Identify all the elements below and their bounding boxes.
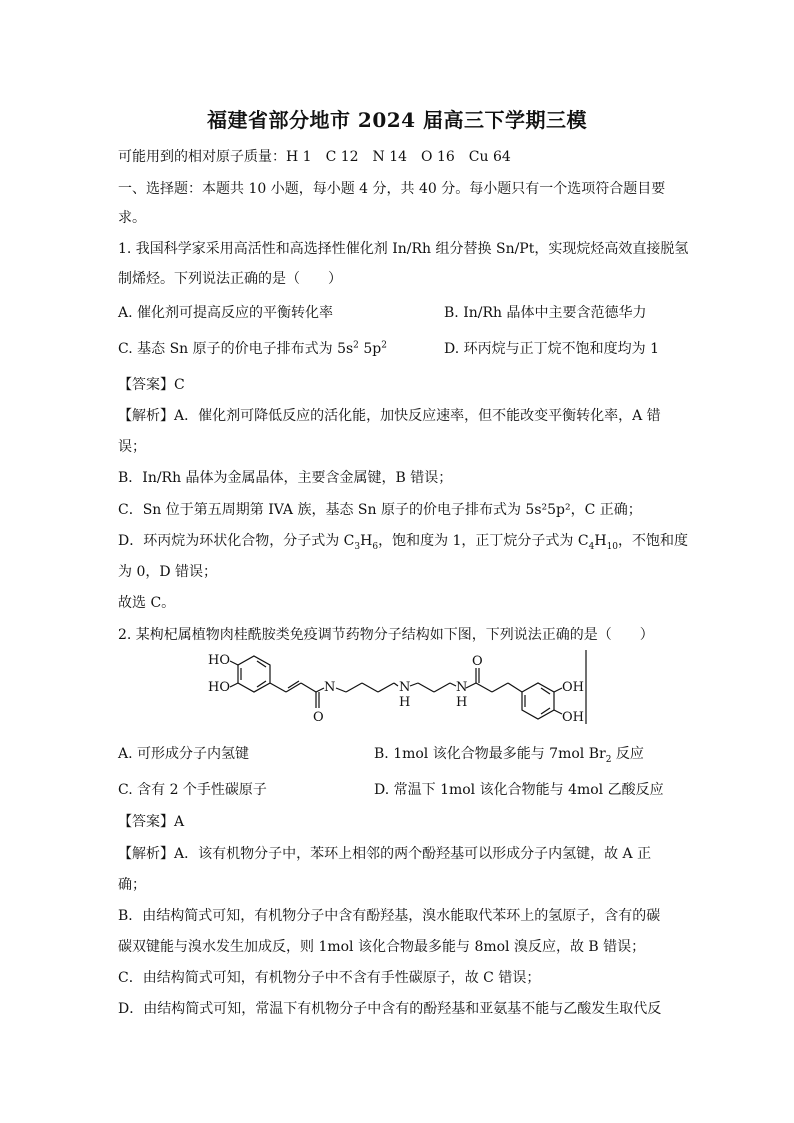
q2-option-d: D. 常温下 1mol 该化合物能与 4mol 乙酸反应 (374, 782, 664, 798)
q2-option-c: C. 含有 2 个手性碳原子 (118, 782, 267, 798)
q1-explanation-line1: 【解析】A．催化剂可降低反应的活化能，加快反应速率，但不能改变平衡转化率，A 错 (118, 408, 661, 424)
q1-explanation-line6: 为 0，D 错误； (118, 564, 218, 580)
q1-option-d: D. 环丙烷与正丁烷不饱和度均为 1 (444, 341, 659, 357)
q1-option-c: C. 基态 Sn 原子的价电子排布式为 $5s^2$ $5p^2$ (118, 340, 387, 357)
q1-explanation-line3: B．In/Rh 晶体为金属晶体，主要含金属键，B 错误； (118, 470, 453, 486)
q2-explanation-line2: 确； (118, 877, 146, 893)
page-title: 福建省部分地市 2024 届高三下学期三模 (206, 108, 588, 132)
q1-answer: 【答案】C (118, 377, 185, 393)
mol-label-n-1: N (324, 680, 336, 695)
section-heading-line1: 一、选择题：本题共 10 小题，每小题 4 分，共 40 分。每小题只有一个选项符合题目要 (118, 181, 666, 197)
q2-stem: 2. 某枸杞属植物肉桂酰胺类免疫调节药物分子结构如下图，下列说法正确的是（ ） (118, 627, 654, 643)
molecule-structure-diagram (200, 644, 592, 728)
q1-stem-line1: 1. 我国科学家采用高活性和高选择性催化剂 In/Rh 组分替换 Sn/Pt，实现烷烃高效直接脱氢 (118, 241, 689, 257)
q2-explanation-line5: C．由结构简式可知，有机物分子中不含有手性碳原子，故 C 错误； (118, 970, 541, 986)
q2-explanation-line1: 【解析】A．该有机物分子中，苯环上相邻的两个酚羟基可以形成分子内氢键，故 A 正 (118, 846, 652, 862)
q2-explanation-line3: B．由结构简式可知，有机物分子中含有酚羟基，溴水能取代苯环上的氢原子，含有的碳 (118, 908, 661, 924)
q1-explanation-line5: D．环丙烷为环状化合物，分子式为 $C_3H_6$，饱和度为 1，正丁烷分子式为 $C_4H_{10}$，不饱和度 (118, 533, 689, 552)
q2-explanation-line6: D．由结构简式可知，常温下有机物分子中含有的酚羟基和亚氨基不能与乙酸发生取代反 (118, 1001, 662, 1017)
mol-label-o-2: O (472, 654, 483, 669)
q1-option-a: A. 催化剂可提高反应的平衡转化率 (118, 305, 334, 321)
q2-explanation-line4: 碳双键能与溴水发生加成反，则 1mol 该化合物最多能与 8mol 溴反应，故 B 错误； (118, 939, 646, 955)
mol-label-ho-1: HO (208, 653, 230, 668)
mol-label-oh-1: OH (562, 680, 584, 695)
mol-label-o-1: O (313, 710, 324, 725)
mol-label-n-3: N (456, 680, 468, 695)
q2-option-b: B. 1mol 该化合物最多能与 7mol $Br_2$ 反应 (374, 746, 644, 765)
mol-label-oh-2: OH (562, 710, 584, 725)
q1-explanation-line4: C．Sn 位于第五周期第 IVA 族，基态 Sn 原子的价电子排布式为 5s²5p²，C 正确； (118, 502, 642, 518)
mol-label-ho-2: HO (208, 680, 230, 695)
mol-label-h-3: H (456, 695, 468, 710)
q2-option-a: A. 可形成分子内氢键 (118, 746, 250, 762)
atomic-masses: 可能用到的相对原子质量：H 1 C 12 N 14 O 16 Cu 64 (118, 149, 511, 165)
q1-explanation-line7: 故选 C。 (118, 595, 176, 611)
mol-label-n-2: N (399, 680, 411, 695)
q1-stem-line2: 制烯烃。下列说法正确的是（ ） (118, 271, 342, 287)
section-heading-line2: 求。 (118, 210, 146, 226)
q1-explanation-line2: 误； (118, 439, 146, 455)
q1-option-b: B. In/Rh 晶体中主要含范德华力 (444, 305, 647, 321)
mol-label-h-2: H (399, 695, 411, 710)
q2-answer: 【答案】A (118, 814, 185, 830)
